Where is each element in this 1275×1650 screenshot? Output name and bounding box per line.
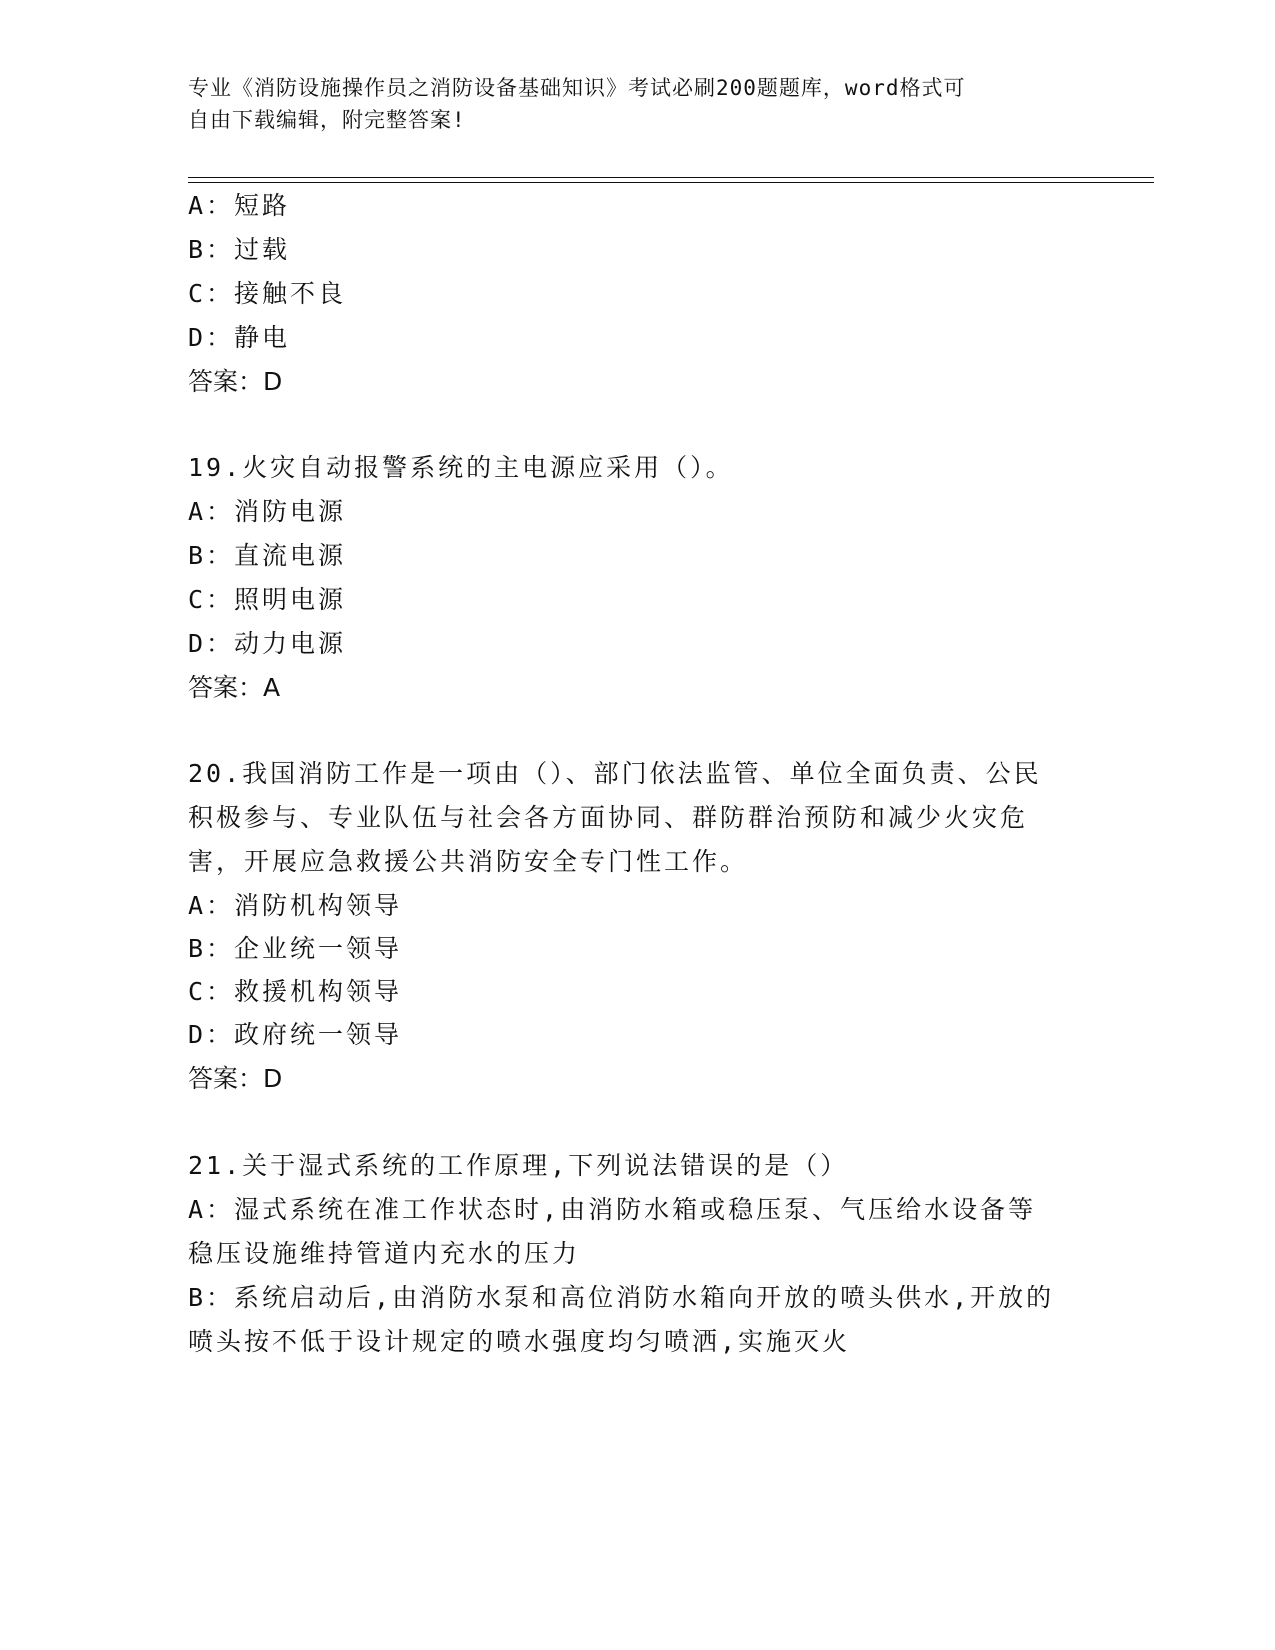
q20-option-a: A：消防机构领导 (188, 891, 403, 920)
q20-option-b: B：企业统一领导 (188, 934, 403, 963)
q18-option-d: D：静电 (188, 323, 291, 352)
q19-question: 19.火灾自动报警系统的主电源应采用（）。 (188, 453, 734, 482)
q19-option-c: C：照明电源 (188, 585, 347, 614)
q19-option-b: B：直流电源 (188, 541, 347, 570)
q21-question: 21.关于湿式系统的工作原理,下列说法错误的是（） (188, 1151, 849, 1180)
q20-answer: 答案：D (188, 1064, 283, 1093)
q19-option-d: D：动力电源 (188, 629, 347, 658)
header-line-1: 专业《消防设施操作员之消防设备基础知识》考试必刷200题题库，word格式可 (188, 76, 966, 100)
q20-option-d: D：政府统一领导 (188, 1020, 403, 1049)
q21-option-a-line-1: A：湿式系统在准工作状态时,由消防水箱或稳压泵、气压给水设备等 (188, 1195, 1037, 1224)
header-divider-bottom (188, 182, 1154, 183)
q20-question-line-3: 害，开展应急救援公共消防安全专门性工作。 (188, 847, 749, 876)
q19-option-a: A：消防电源 (188, 497, 347, 526)
header-divider-top (188, 177, 1154, 178)
q20-question-line-2: 积极参与、专业队伍与社会各方面协同、群防群治预防和减少火灾危 (188, 803, 1029, 832)
q20-option-c: C：救援机构领导 (188, 977, 403, 1006)
q20-question-line-1: 20.我国消防工作是一项由（）、部门依法监管、单位全面负责、公民 (188, 759, 1042, 788)
q18-option-a: A：短路 (188, 191, 291, 220)
q18-option-b: B：过载 (188, 235, 291, 264)
q18-option-c: C：接触不良 (188, 279, 347, 308)
q21-option-a-line-2: 稳压设施维持管道内充水的压力 (188, 1239, 581, 1268)
q19-answer: 答案：A (188, 673, 281, 702)
header-line-2: 自由下载编辑，附完整答案! (188, 108, 466, 132)
q21-option-b-line-2: 喷头按不低于设计规定的喷水强度均匀喷洒,实施灭火 (188, 1327, 851, 1356)
q21-option-b-line-1: B：系统启动后,由消防水泵和高位消防水箱向开放的喷头供水,开放的 (188, 1283, 1055, 1312)
document-header (188, 72, 1088, 136)
q18-answer: 答案：D (188, 367, 283, 396)
